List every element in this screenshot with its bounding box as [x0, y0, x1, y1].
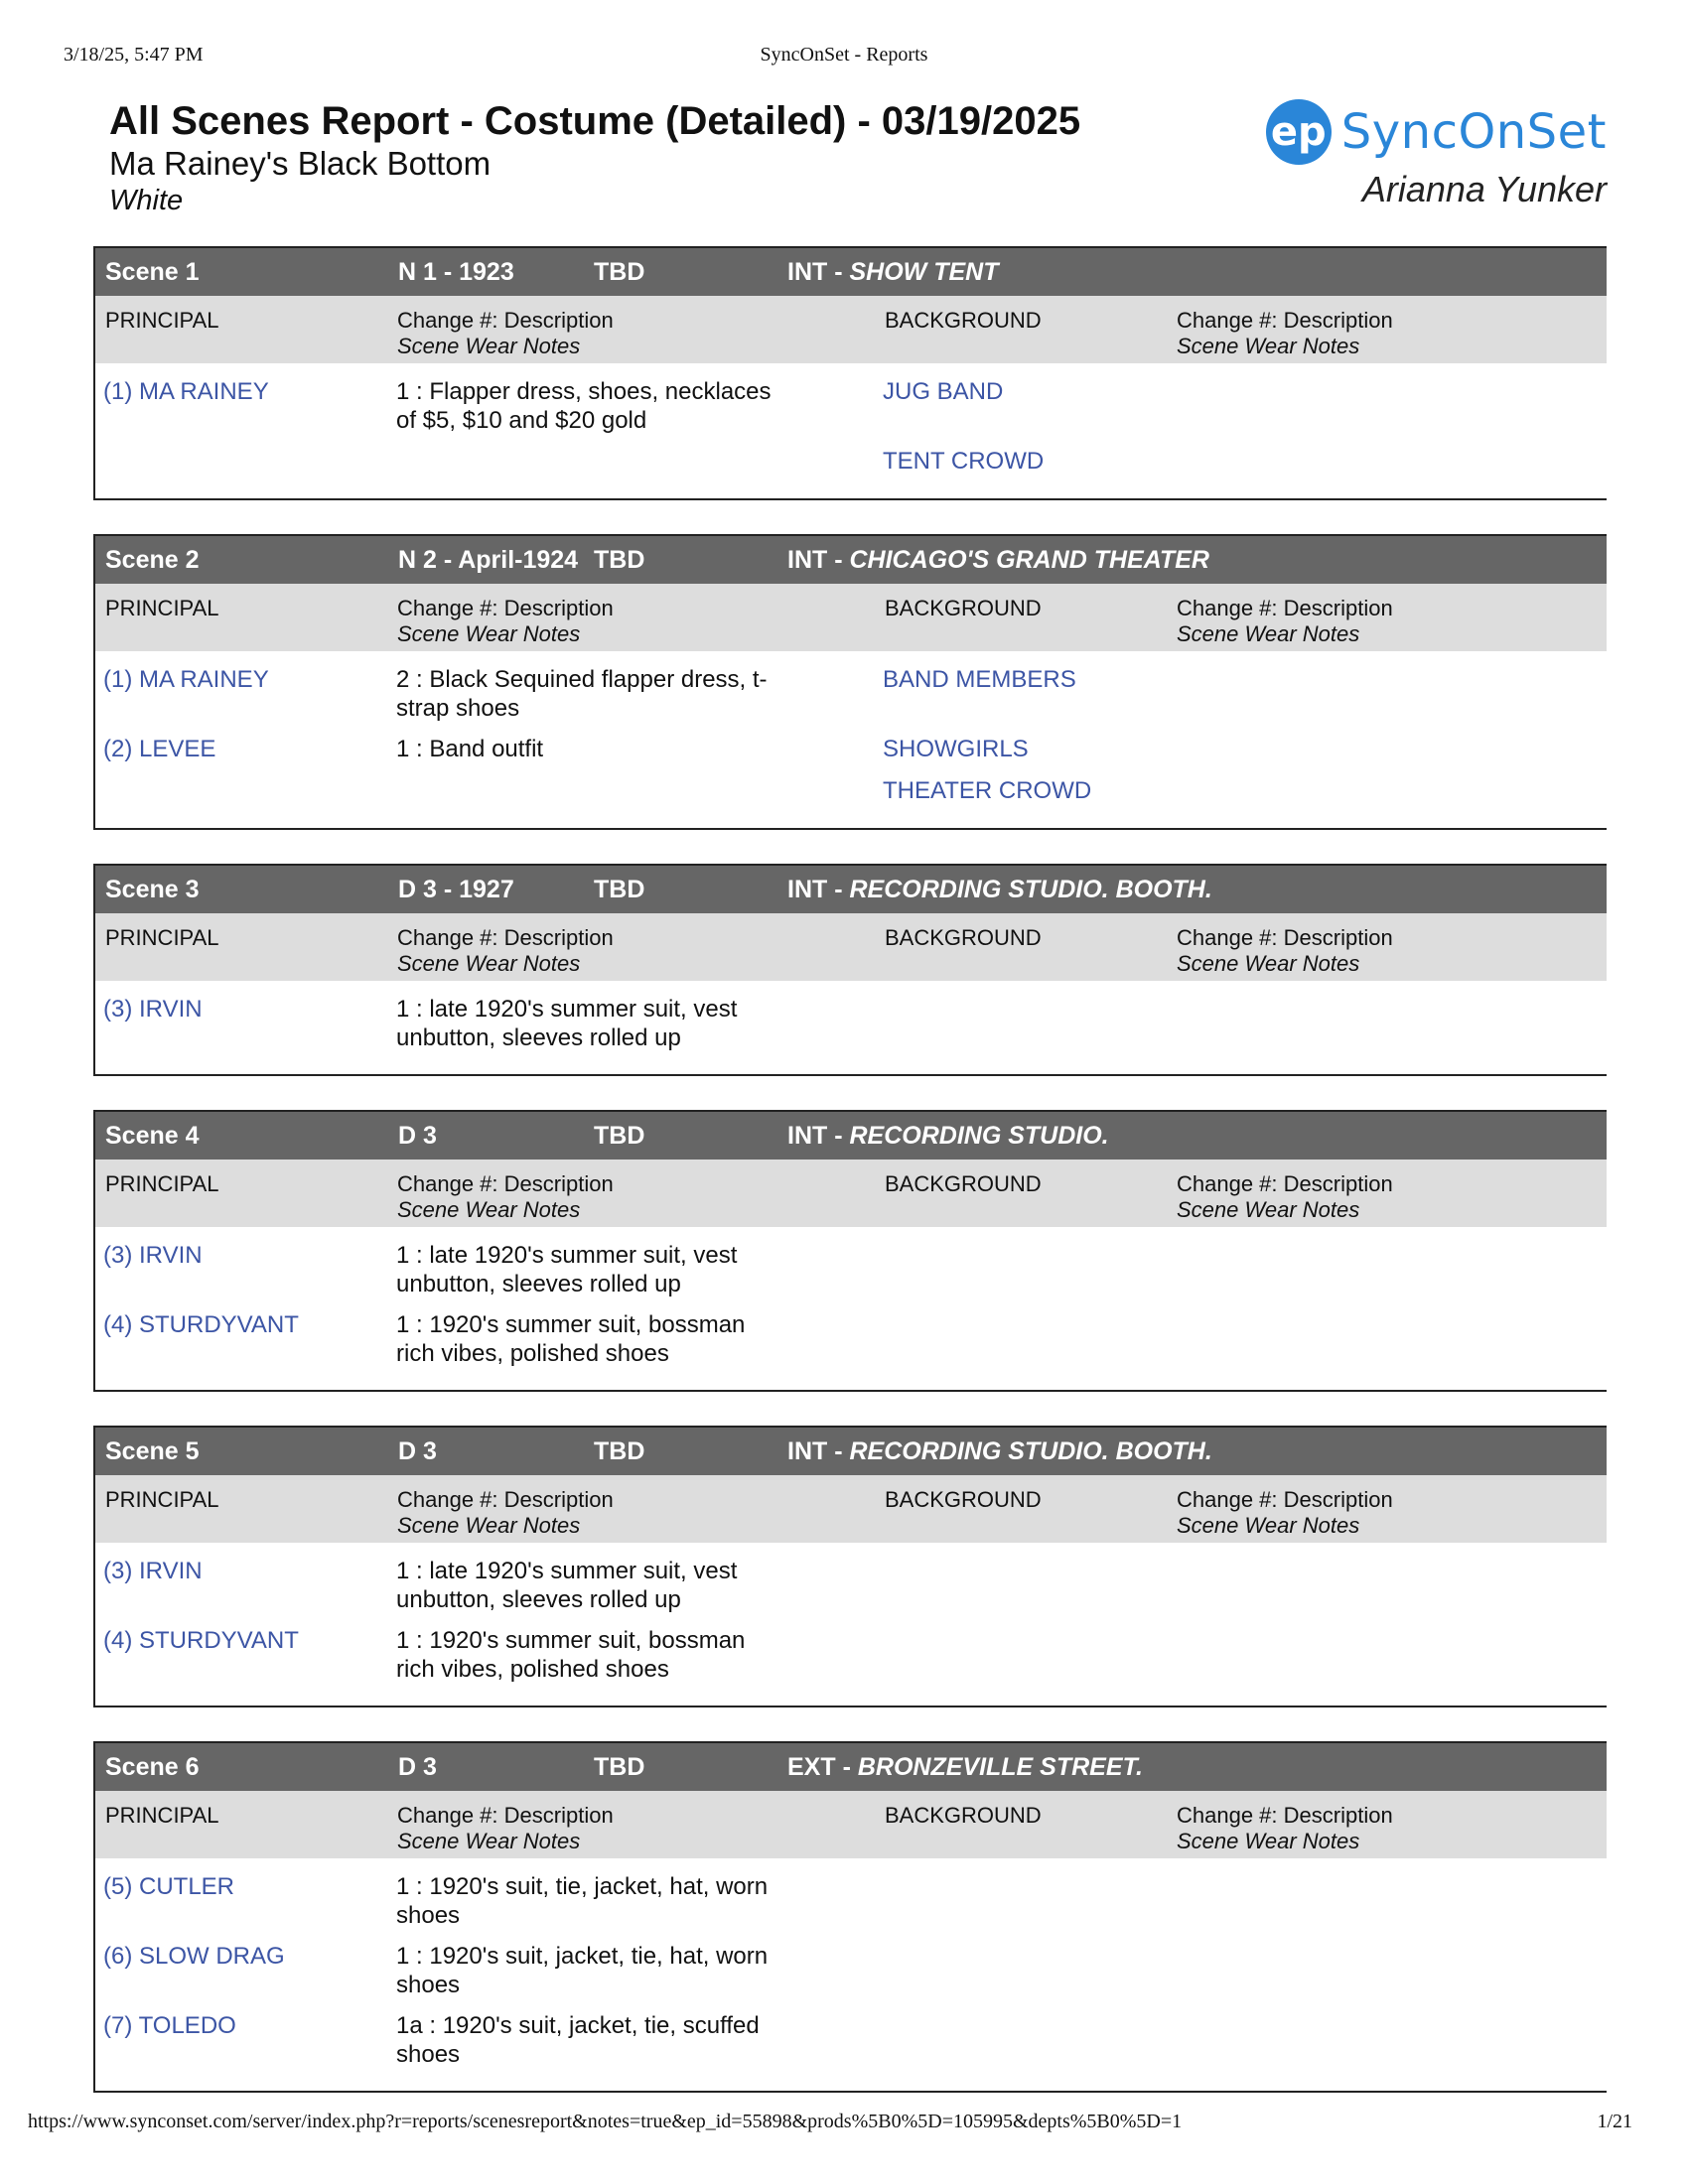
scene-number: Scene 3 — [105, 876, 200, 903]
scene-tbd: TBD — [594, 1753, 645, 1781]
costume-description: 1 : 1920's summer suit, bossman rich vibes, polished shoes — [396, 1627, 746, 1683]
principal-link[interactable]: (2) LEVEE — [103, 736, 216, 762]
table-row — [95, 1872, 1607, 1942]
table-row — [95, 735, 1607, 776]
scene-number: Scene 4 — [105, 1122, 200, 1150]
wear-notes-label: Scene Wear Notes — [1177, 1197, 1360, 1222]
scene-tbd: TBD — [594, 258, 645, 286]
costume-description: 1 : 1920's summer suit, bossman rich vibes, polished shoes — [396, 1311, 746, 1367]
change-header — [397, 1803, 614, 1854]
table-row — [95, 2011, 1607, 2081]
costume-description: 1 : late 1920's summer suit, vest unbutton, sleeves rolled up — [396, 1242, 738, 1297]
scene-location-name: BRONZEVILLE STREET. — [857, 1753, 1143, 1781]
scene-header-bar — [95, 1741, 1607, 1791]
synconset-logo-icon: ep — [1266, 99, 1332, 165]
column-header-row — [95, 1791, 1607, 1858]
costume-description: 1 : 1920's suit, tie, jacket, hat, worn shoes — [396, 1873, 769, 1929]
scene-day: D 3 - 1927 — [398, 876, 514, 903]
scene-rows — [95, 1543, 1607, 1706]
column-header-row — [95, 1160, 1607, 1227]
scene-int-ext: EXT - — [787, 1753, 858, 1781]
scene-block — [93, 246, 1607, 500]
user-name: Arianna Yunker — [1361, 169, 1607, 209]
scene-int-ext: INT - — [787, 1122, 850, 1150]
background-link[interactable]: BAND MEMBERS — [883, 666, 1076, 693]
scene-block — [93, 1110, 1607, 1392]
principal-link[interactable]: (6) SLOW DRAG — [103, 1943, 285, 1970]
scene-tbd: TBD — [594, 1122, 645, 1150]
table-row — [95, 1310, 1607, 1380]
change-desc-label: Change #: Description — [397, 1487, 614, 1512]
bg-change-header — [1177, 1803, 1393, 1854]
principal-header: PRINCIPAL — [105, 596, 219, 620]
principal-link[interactable]: (1) MA RAINEY — [103, 378, 269, 405]
wear-notes-label: Scene Wear Notes — [397, 951, 581, 976]
scene-int-ext: INT - — [787, 1437, 850, 1465]
scene-header-bar — [95, 246, 1607, 296]
bg-change-header — [1177, 1171, 1393, 1223]
scene-rows — [95, 981, 1607, 1074]
scene-int-ext: INT - — [787, 546, 850, 574]
scene-day: N 1 - 1923 — [398, 258, 514, 286]
change-header — [397, 308, 614, 359]
bg-change-header — [1177, 308, 1393, 359]
principal-header: PRINCIPAL — [105, 1487, 219, 1512]
scene-number: Scene 1 — [105, 258, 200, 286]
scene-block — [93, 1426, 1607, 1707]
change-desc-label: Change #: Description — [1177, 308, 1393, 333]
wear-notes-label: Scene Wear Notes — [397, 334, 581, 358]
print-header — [0, 44, 1688, 73]
scene-day: D 3 — [398, 1753, 437, 1781]
change-desc-label: Change #: Description — [397, 308, 614, 333]
column-header-row — [95, 1475, 1607, 1543]
scene-location — [787, 1437, 1212, 1466]
wear-notes-label: Scene Wear Notes — [1177, 1513, 1360, 1538]
wear-notes-label: Scene Wear Notes — [1177, 1829, 1360, 1853]
change-desc-label: Change #: Description — [397, 1803, 614, 1828]
scene-header-bar — [95, 534, 1607, 584]
scene-location — [787, 1122, 1109, 1151]
change-header — [397, 596, 614, 647]
scene-int-ext: INT - — [787, 258, 850, 286]
change-desc-label: Change #: Description — [1177, 1171, 1393, 1196]
principal-header: PRINCIPAL — [105, 925, 219, 950]
background-link[interactable]: SHOWGIRLS — [883, 736, 1029, 762]
scene-header-bar — [95, 1110, 1607, 1160]
principal-header: PRINCIPAL — [105, 1171, 219, 1196]
scene-block — [93, 534, 1607, 830]
scene-rows — [95, 1227, 1607, 1390]
report-header — [109, 97, 1080, 220]
wear-notes-label: Scene Wear Notes — [397, 1829, 581, 1853]
costume-description: 1 : Band outfit — [396, 736, 544, 762]
costume-description: 1 : late 1920's summer suit, vest unbutton, sleeves rolled up — [396, 996, 738, 1051]
change-desc-label: Change #: Description — [397, 596, 614, 620]
scene-location — [787, 876, 1212, 904]
wear-notes-label: Scene Wear Notes — [397, 1197, 581, 1222]
scene-block — [93, 864, 1607, 1076]
scene-location-name: RECORDING STUDIO. — [849, 1122, 1109, 1150]
scene-location — [787, 546, 1209, 575]
table-row — [95, 1626, 1607, 1696]
change-header — [397, 1487, 614, 1539]
wear-notes-label: Scene Wear Notes — [397, 1513, 581, 1538]
table-row — [95, 776, 1607, 818]
costume-description: 2 : Black Sequined flapper dress, t-strap shoes — [396, 666, 768, 722]
change-desc-label: Change #: Description — [1177, 925, 1393, 950]
scene-rows — [95, 363, 1607, 498]
column-header-row — [95, 584, 1607, 651]
scene-number: Scene 6 — [105, 1753, 200, 1781]
principal-link[interactable]: (4) STURDYVANT — [103, 1627, 299, 1654]
scene-rows — [95, 1858, 1607, 2091]
costume-description: 1 : 1920's suit, jacket, tie, hat, worn shoes — [396, 1943, 769, 1998]
principal-header: PRINCIPAL — [105, 308, 219, 333]
table-row — [95, 1557, 1607, 1626]
print-page-title: SyncOnSet - Reports — [760, 44, 928, 66]
principal-link[interactable]: (7) TOLEDO — [103, 2012, 236, 2039]
report-title: All Scenes Report - Costume (Detailed) - 03/19/2025 — [109, 99, 1081, 143]
scene-number: Scene 5 — [105, 1437, 200, 1465]
background-link[interactable]: THEATER CROWD — [883, 777, 1092, 804]
background-header: BACKGROUND — [885, 1803, 1042, 1828]
scene-tbd: TBD — [594, 876, 645, 903]
brand-block — [1266, 99, 1607, 210]
production-name: Ma Rainey's Black Bottom — [109, 145, 492, 182]
change-header — [397, 925, 614, 977]
principal-link[interactable]: (4) STURDYVANT — [103, 1311, 299, 1338]
wear-notes-label: Scene Wear Notes — [1177, 621, 1360, 646]
scene-tbd: TBD — [594, 546, 645, 574]
table-row — [95, 447, 1607, 488]
scene-location-name: SHOW TENT — [849, 258, 999, 286]
scene-tbd: TBD — [594, 1437, 645, 1465]
change-desc-label: Change #: Description — [1177, 596, 1393, 620]
scene-day: N 2 - April-1924 — [398, 546, 579, 574]
table-row — [95, 1942, 1607, 2011]
scene-number: Scene 2 — [105, 546, 200, 574]
wear-notes-label: Scene Wear Notes — [1177, 334, 1360, 358]
costume-description: 1 : Flapper dress, shoes, necklaces of $5, $10 and $20 gold — [396, 378, 772, 434]
principal-link[interactable]: (3) IRVIN — [103, 1242, 203, 1269]
background-header: BACKGROUND — [885, 1487, 1042, 1512]
script-color: White — [109, 184, 184, 216]
scene-header-bar — [95, 864, 1607, 913]
scene-day: D 3 — [398, 1437, 437, 1465]
scene-location-name: RECORDING STUDIO. BOOTH. — [849, 1437, 1212, 1465]
page-url: https://www.synconset.com/server/index.php?r=reports/scenesreport&notes=true&ep_id=55898&prods%5B0%5D=105995&depts%5B0%5D=1 — [28, 2111, 1183, 2132]
scene-day: D 3 — [398, 1122, 437, 1150]
column-header-row — [95, 913, 1607, 981]
change-desc-label: Change #: Description — [397, 925, 614, 950]
principal-link[interactable]: (1) MA RAINEY — [103, 666, 269, 693]
page-number: 1/21 — [1597, 2111, 1632, 2132]
bg-change-header — [1177, 1487, 1393, 1539]
table-row — [95, 995, 1607, 1064]
bg-change-header — [1177, 596, 1393, 647]
bg-change-header — [1177, 925, 1393, 977]
wear-notes-label: Scene Wear Notes — [1177, 951, 1360, 976]
table-row — [95, 1241, 1607, 1310]
print-datetime: 3/18/25, 5:47 PM — [64, 44, 204, 66]
background-header: BACKGROUND — [885, 308, 1042, 333]
costume-description: 1a : 1920's suit, jacket, tie, scuffed shoes — [396, 2012, 760, 2068]
principal-header: PRINCIPAL — [105, 1803, 219, 1828]
column-header-row — [95, 296, 1607, 363]
principal-link[interactable]: (3) IRVIN — [103, 1558, 203, 1584]
table-row — [95, 377, 1607, 447]
scene-location — [787, 1753, 1143, 1782]
background-header: BACKGROUND — [885, 1171, 1042, 1196]
scene-rows — [95, 651, 1607, 828]
background-link[interactable]: JUG BAND — [883, 378, 1004, 405]
scene-location-name: CHICAGO'S GRAND THEATER — [849, 546, 1209, 574]
scene-header-bar — [95, 1426, 1607, 1475]
change-desc-label: Change #: Description — [1177, 1487, 1393, 1512]
table-row — [95, 665, 1607, 735]
background-link[interactable]: TENT CROWD — [883, 448, 1045, 475]
scene-block — [93, 1741, 1607, 2093]
brand-name: SyncOnSet — [1340, 104, 1607, 160]
scenes-list — [93, 246, 1607, 2126]
scene-location — [787, 258, 999, 287]
scene-location-name: RECORDING STUDIO. BOOTH. — [849, 876, 1212, 903]
background-header: BACKGROUND — [885, 596, 1042, 620]
wear-notes-label: Scene Wear Notes — [397, 621, 581, 646]
costume-description: 1 : late 1920's summer suit, vest unbutton, sleeves rolled up — [396, 1558, 738, 1613]
principal-link[interactable]: (3) IRVIN — [103, 996, 203, 1023]
change-header — [397, 1171, 614, 1223]
scene-int-ext: INT - — [787, 876, 850, 903]
change-desc-label: Change #: Description — [1177, 1803, 1393, 1828]
background-header: BACKGROUND — [885, 925, 1042, 950]
principal-link[interactable]: (5) CUTLER — [103, 1873, 235, 1900]
change-desc-label: Change #: Description — [397, 1171, 614, 1196]
